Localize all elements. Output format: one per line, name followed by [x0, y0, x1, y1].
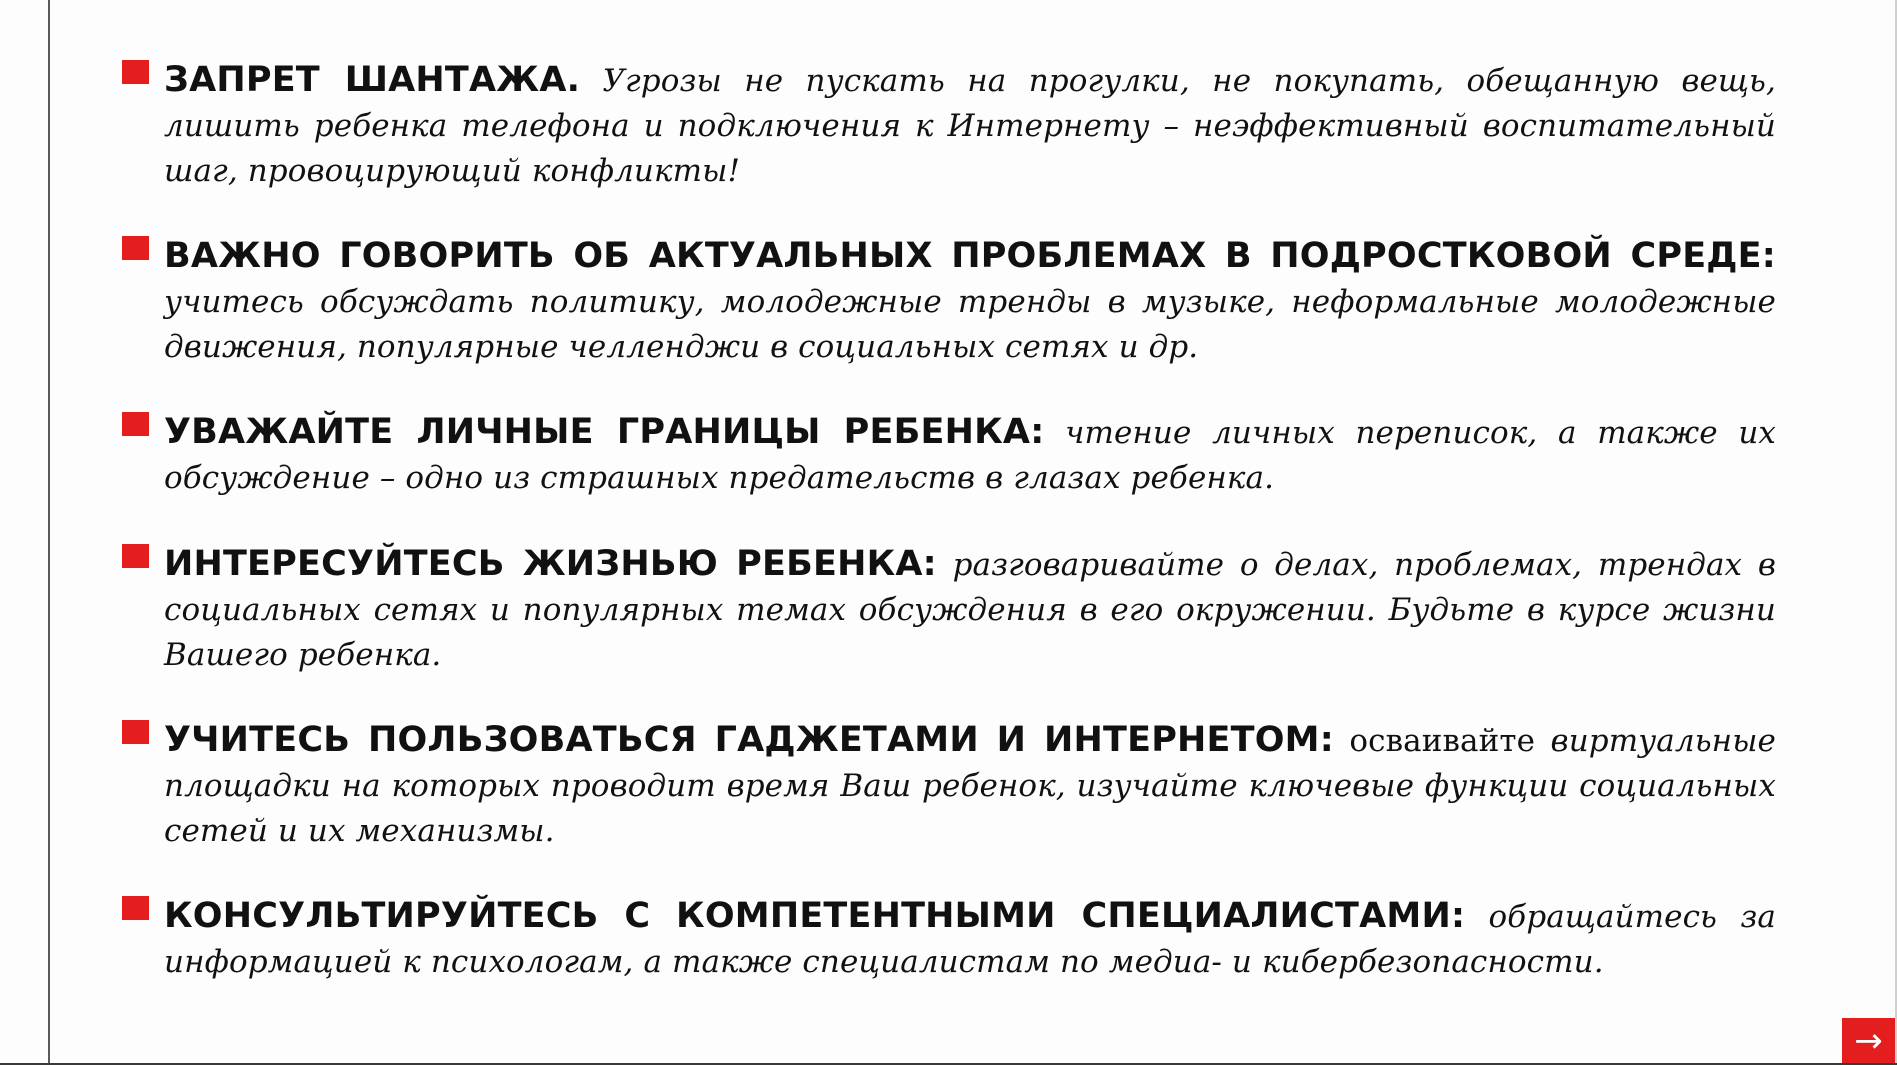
- item-heading: ЗАПРЕТ ШАНТАЖА.: [164, 60, 581, 100]
- item-description-lead: осваивайте: [1349, 723, 1536, 759]
- item-description: виртуальные площадки на которых проводит время Ваш ребенок, изучайте ключевые функции социальных сетей и их механизмы.: [164, 723, 1776, 849]
- red-square-bullet: [122, 896, 149, 920]
- item-heading: ВАЖНО ГОВОРИТЬ ОБ АКТУАЛЬНЫХ ПРОБЛЕМАХ В ПОДРОСТКОВОЙ СРЕДЕ:: [164, 236, 1776, 276]
- item-description: Угрозы не пускать на прогулки, не покупать, обещанную вещь, лишить ребенка телефона и подключения к Интернету – неэффективный воспитательный шаг, провоцирующий конфликты!: [164, 63, 1776, 189]
- red-square-bullet: [122, 544, 149, 568]
- item-description: разговаривайте о делах, проблемах, трендах в социальных сетях и популярных темах обсуждения в его окружении. Будьте в курсе жизни Вашего ребенка.: [164, 547, 1776, 673]
- list-item-text: [164, 718, 1776, 854]
- list-item-text: [164, 234, 1776, 370]
- red-square-bullet: [122, 236, 149, 260]
- red-square-bullet: [122, 720, 149, 744]
- red-square-bullet: [122, 412, 149, 436]
- list-item-text: [164, 410, 1776, 501]
- item-heading: ИНТЕРЕСУЙТЕСЬ ЖИЗНЬЮ РЕБЕНКА:: [164, 544, 937, 584]
- list-item-text: [164, 542, 1776, 678]
- item-description: учитесь обсуждать политику, молодежные тренды в музыке, неформальные молодежные движения, популярные челленджи в социальных сетях и др.: [164, 284, 1776, 365]
- arrow-right-icon: →: [1854, 1020, 1883, 1061]
- next-slide-button[interactable]: [1842, 1018, 1895, 1063]
- item-description: обращайтесь за информацией к психологам, а также специалистам по медиа- и кибербезопасности.: [164, 899, 1776, 980]
- red-square-bullet: [122, 60, 149, 84]
- list-item-text: [164, 894, 1776, 985]
- item-heading: УЧИТЕСЬ ПОЛЬЗОВАТЬСЯ ГАДЖЕТАМИ И ИНТЕРНЕТОМ:: [164, 720, 1334, 760]
- list-item-text: [164, 58, 1776, 194]
- item-description: чтение личных переписок, а также их обсуждение – одно из страшных предательств в глазах ребенка.: [164, 415, 1776, 496]
- item-heading: УВАЖАЙТЕ ЛИЧНЫЕ ГРАНИЦЫ РЕБЕНКА:: [164, 412, 1045, 452]
- item-heading: КОНСУЛЬТИРУЙТЕСЬ С КОМПЕТЕНТНЫМИ СПЕЦИАЛИСТАМИ:: [164, 896, 1466, 936]
